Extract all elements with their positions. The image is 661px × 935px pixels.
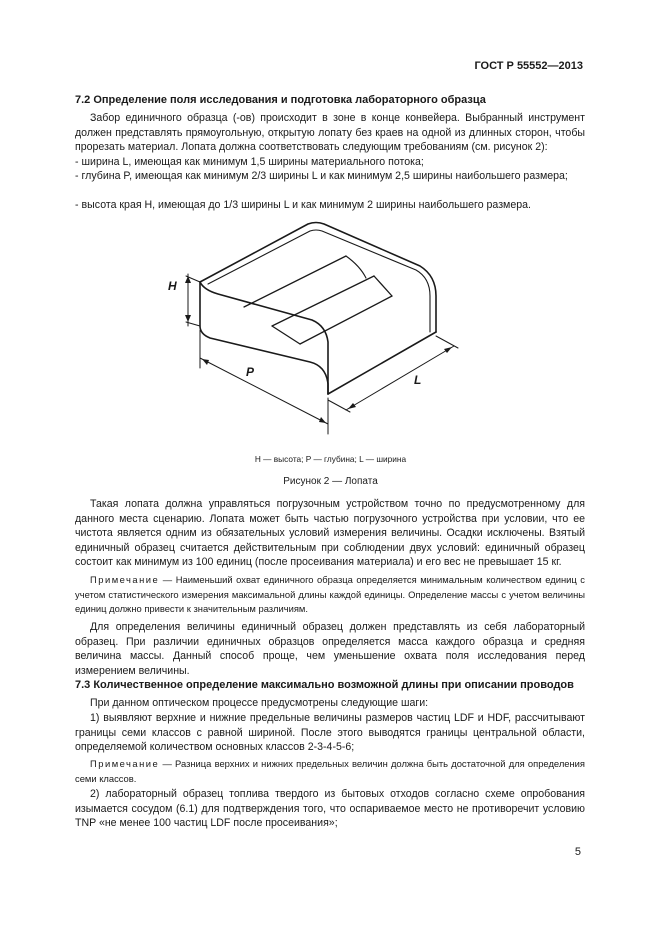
- l-arrow-head: [444, 347, 452, 353]
- shovel-back-rim: [200, 223, 436, 333]
- section-7-2-intro: Забор единичного образца (-ов) происходит в зоне в конце конвейера. Выбранный инструмент должен представлять прямоугольную, открытую лопату без краев на одной из длинных сторон, чтобы прорезать материал. Лопата должна соответствовать следующим требованиям (см. рисунок 2):: [75, 112, 585, 153]
- note-1: [75, 573, 585, 617]
- shovel-floor-line: [244, 256, 346, 307]
- figure-caption: Рисунок 2 — Лопата: [283, 476, 378, 487]
- bullet-marker: -: [75, 199, 79, 211]
- shovel-floor-line: [272, 276, 374, 326]
- standard-header: ГОСТ Р 55552—2013: [474, 60, 583, 72]
- bullet-text: высота края H, имеющая до 1/3 ширины L и как минимум 2 ширины наибольшего размера.: [81, 199, 531, 211]
- shovel-figure: [160, 218, 460, 440]
- note-label: Примечание: [90, 758, 160, 769]
- shovel-floor-line: [346, 256, 366, 278]
- shovel-floor-line: [272, 326, 300, 344]
- bullet-text: глубина P, имеющая как минимум 2/3 ширины L и как минимум 2,5 ширины наибольшего размера;: [81, 170, 568, 182]
- list-item: [75, 198, 585, 213]
- list-item: [75, 155, 585, 170]
- p-arrow-head: [319, 417, 326, 423]
- l-extension-line: [436, 336, 458, 348]
- shovel-back-rim-inner: [208, 230, 430, 332]
- l-label: L: [414, 373, 422, 387]
- note-text: — Разница верхних и нижних предельных величин должна быть достаточной для определения семи классов.: [75, 758, 585, 784]
- paragraph-lab-sample: Для определения величины единичный образец должен представлять из себя лабораторный образец. При различии единичных образцов определяется масса каждого образца и средняя величина массы. Данный способ проще, чем уменьшение охвата поля исследования перед измерением величины.: [75, 621, 585, 677]
- section-7-3-heading: 7.3 Количественное определение максимально возможной длины при описании проводов: [75, 679, 574, 691]
- note-label: Примечание: [90, 574, 160, 585]
- paragraph-shovel-usage: Такая лопата должна управляться погрузочным устройством точно по предусмотренному для данного места сценарию. Лопата может быть частью погрузочного устройства при условии, что ее чистота является одним из обязательных условий измерения величины. Осадки исключены. Взятый единичный образец считается действительным при соблюдении двух условий: единичный образец состоит как минимум из 100 единиц (после просеивания материала) и его вес не превышает 15 кг.: [75, 498, 585, 568]
- note-2: [75, 757, 585, 786]
- paragraph-steps-intro: При данном оптическом процессе предусмотрены следующие шаги:: [90, 697, 429, 709]
- list-item: [75, 169, 585, 184]
- page-number: 5: [574, 846, 581, 858]
- figure-legend: H — высота; P — глубина; L — ширина: [254, 454, 407, 464]
- paragraph-step-1: 1) выявляют верхние и нижние предельные величины размеров частиц LDF и HDF, рассчитывают границы семи классов с равной шириной. После этого выводятся границы центральной области, определяемой количеством основных классов 2-3-4-5-6;: [75, 712, 585, 753]
- p-arrow-head: [202, 359, 209, 365]
- l-arrow-head: [348, 403, 356, 409]
- paragraph-step-2: 2) лабораторный образец топлива твердого из бытовых отходов согласно схеме опробования изымается сосудом (6.1) для подтверждения того, что оспариваемое место не противоречит условию TNP «не менее 100 частиц LDF после просеивания»;: [75, 788, 585, 829]
- bullet-text: ширина L, имеющая как минимум 1,5 ширины материального потока;: [81, 156, 424, 168]
- p-label: P: [246, 365, 255, 379]
- l-extension-line: [328, 400, 350, 412]
- p-dimension-line: [200, 358, 328, 424]
- section-7-2-heading: 7.2 Определение поля исследования и подготовка лабораторного образца: [75, 94, 486, 106]
- shovel-front-top-edge: [200, 282, 328, 394]
- bullet-marker: -: [75, 170, 79, 182]
- shovel-floor-line: [374, 276, 392, 296]
- h-arrow-head: [185, 315, 191, 322]
- note-text: — Наименьший охват единичного образца определяется минимальным количеством единиц с учетом статистического измерения максимальной длины каждой единицы. Определение массы с учетом величины единиц должно привести к значительным различиям.: [75, 574, 585, 614]
- l-dimension-line: [346, 346, 454, 410]
- h-label: H: [168, 279, 177, 293]
- shovel-left-wall: [200, 282, 328, 394]
- h-arrow-head: [185, 276, 191, 283]
- bullet-marker: -: [75, 156, 79, 168]
